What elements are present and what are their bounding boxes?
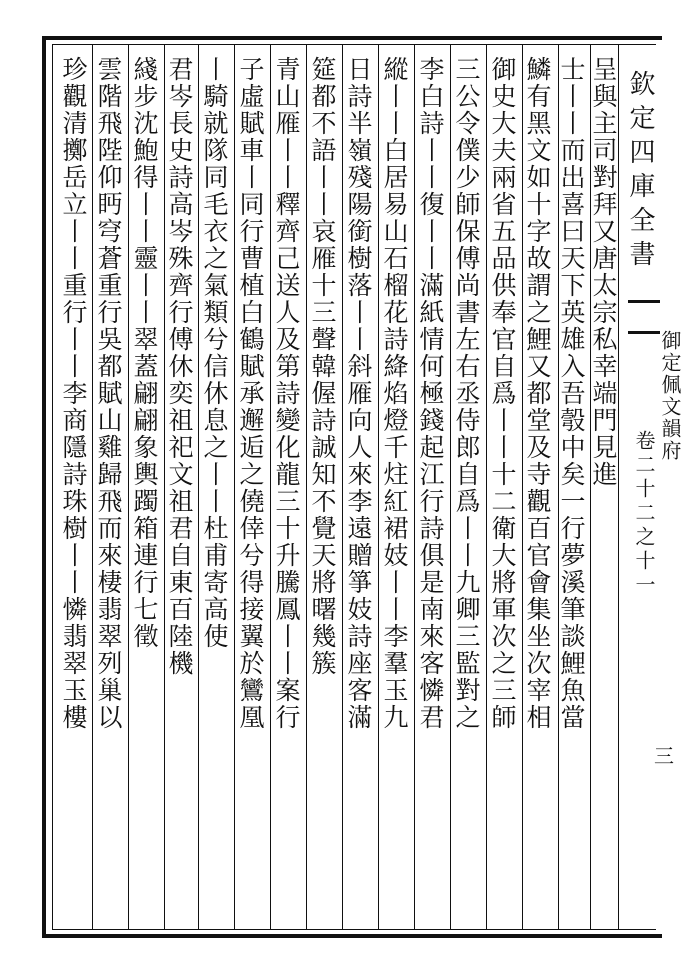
text-column: 御史大夫兩省五品供奉官自爲丨丨十二衛大將軍次之三師 [488, 56, 517, 731]
text-column: 青山雁丨丨釋齊己送人及第詩變化龍三十升騰鳳丨丨案行 [272, 56, 301, 731]
book-title: 欽定四庫全書 [625, 70, 655, 274]
book-subtitle: 御定佩文韻府 [658, 330, 682, 462]
text-column: 三公令僕少師保傅尚書左右丞侍郎自爲丨丨九卿三監對之 [452, 56, 481, 731]
text-column: 呈與主司對拜又唐太宗私幸端門見進 [589, 56, 618, 488]
text-column: 士丨丨而出喜曰天下英雄入吾彀中矣一行夢溪筆談鯉魚當 [557, 56, 586, 731]
page-number: 三 [654, 744, 674, 768]
text-column: 筵都不語丨丨哀雁十三聲韓偓詩誠知不覺天將曙幾簇 [308, 56, 337, 677]
text-column: 雲階飛陛仰眄穹蒼重行吳都賦山雞歸飛而來棲翡翠列巢以 [94, 56, 123, 731]
text-column: 綫步沈鮑得丨丨靈丨丨翠蓋翩翩象輿躅箱連行七徵 [130, 56, 159, 650]
text-column: 丨騎就隊同毛衣之氣類兮信休息之丨丨杜甫寄高使 [200, 56, 229, 650]
text-column: 鱗有黑文如十字故謂之鯉又都堂及寺觀百官會集坐次宰相 [523, 56, 552, 731]
text-column: 君岑長史詩高岑殊齊行傅休奕祖祀文祖君自東百陸機 [165, 56, 194, 677]
volume-label: 卷二十二之十一 [632, 430, 656, 598]
text-column: 李白詩丨丨復丨丨滿紙情何極錢起江行詩俱是南來客憐君 [416, 56, 445, 731]
text-column: 子虛賦車丨同行曹植白鶴賦承邂逅之僥倖兮得接翼於鸞凰 [236, 56, 265, 731]
text-column: 縱丨丨白居易山石榴花詩絳焰燈千炷紅裙妓丨丨李羣玉九 [380, 56, 409, 731]
text-column: 日詩半嶺殘陽銜樹落丨丨斜雁向人來李遠贈箏妓詩座客滿 [344, 56, 373, 731]
fishtail-mark [628, 300, 660, 334]
text-column: 珍觀清擲岳立丨丨重行丨丨李商隱詩珠樹丨丨憐翡翠玉樓 [59, 56, 88, 731]
